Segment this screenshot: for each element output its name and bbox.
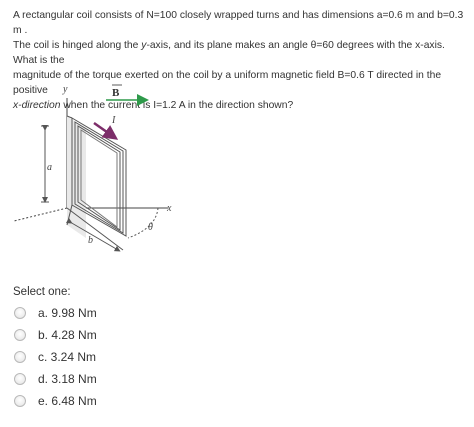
x-axis-label: x [167,203,172,214]
question-line-3: magnitude of the torque exerted on the coil by a uniform magnetic field B=0.6 T directed in the positive [13,70,442,96]
option-b[interactable] [14,324,97,346]
answer-options [14,302,97,412]
radio-button-icon[interactable] [14,329,26,341]
option-e[interactable] [14,390,97,412]
radio-button-icon[interactable] [14,395,26,407]
option-e-label: e. 6.48 Nm [38,394,97,408]
radio-button-icon[interactable] [14,373,26,385]
coil [67,116,126,238]
question-line-2 [13,38,465,68]
theta-label: θ [148,222,153,233]
question-line-2-post: axis, and its plane makes an angle θ=60 degrees with the x-axis. What is the [13,40,445,66]
option-c-label: c. 3.24 Nm [38,350,97,364]
option-c[interactable] [14,346,97,368]
question-axis-term: y- [141,40,150,51]
select-one-label: Select one: [13,286,71,298]
field-b-label: B [112,87,120,99]
coil-diagram [0,78,200,270]
option-d[interactable] [14,368,97,390]
z-axis [14,208,67,221]
option-a[interactable] [14,302,97,324]
y-axis-label: y [63,84,68,95]
option-b-label: b. 4.28 Nm [38,328,97,342]
option-d-label: d. 3.18 Nm [38,372,97,386]
dimension-a-label: a [47,162,52,173]
radio-button-icon[interactable] [14,351,26,363]
question-direction-term: x-direction [13,100,61,111]
current-label: I [112,115,116,126]
dimension-b-label: b [88,235,93,246]
question-line-1: A rectangular coil consists of N=100 closely wrapped turns and has dimensions a=0.6 m and b=0.3 m . [13,10,464,36]
theta-arc [128,208,158,238]
radio-button-icon[interactable] [14,307,26,319]
question-line-2-pre: The coil is hinged along the [13,40,142,51]
question-line-4-post: when the current is I=1.2 A in the direction shown? [60,100,294,111]
option-a-label: a. 9.98 Nm [38,306,97,320]
